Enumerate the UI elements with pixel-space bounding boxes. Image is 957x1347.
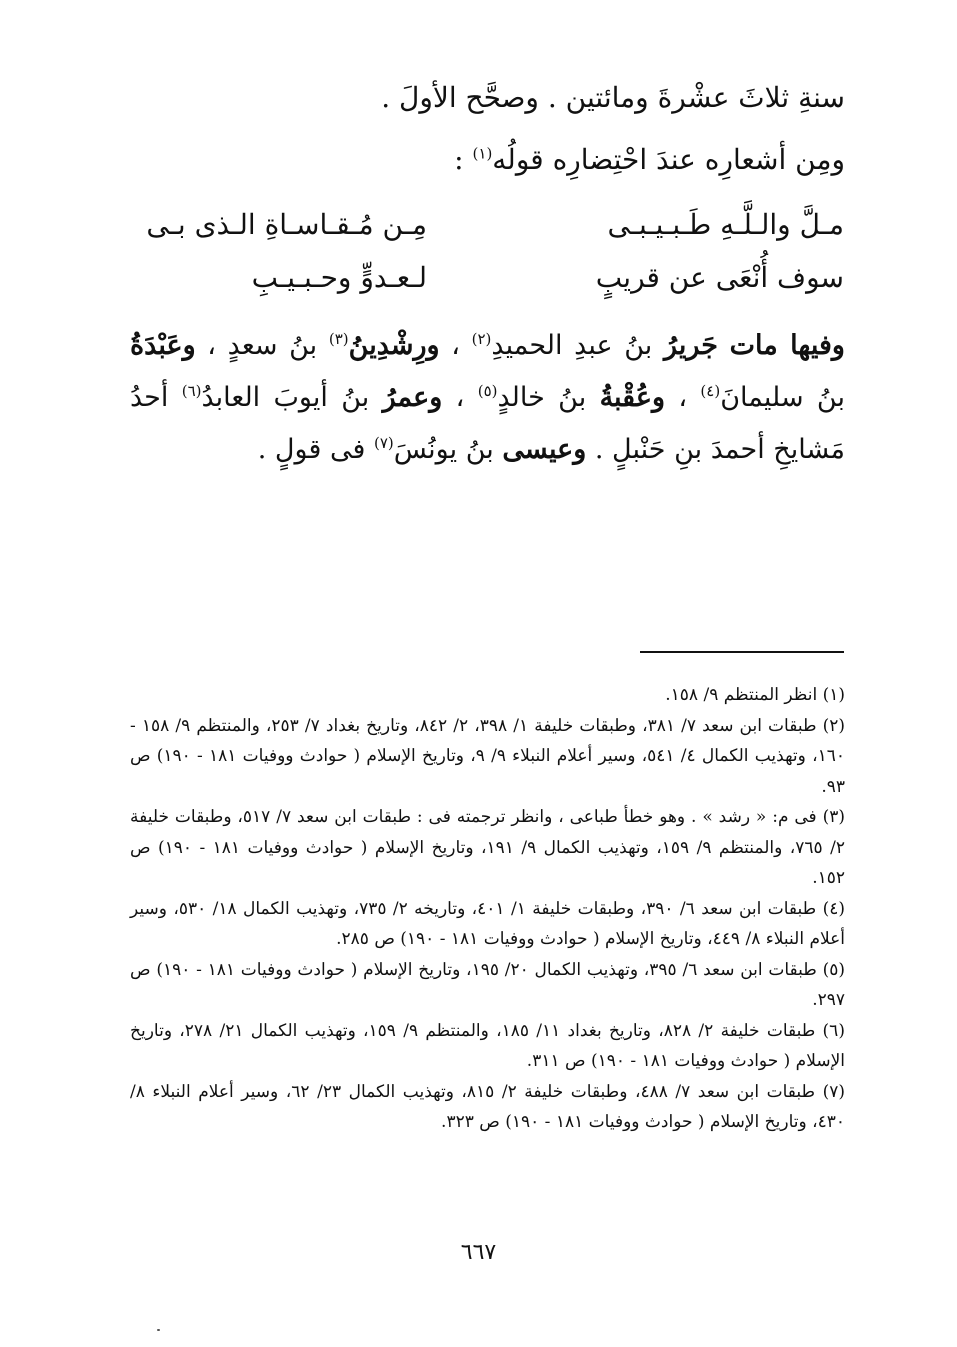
footnote-2: (٢) طبقات ابن سعد ٧/ ٣٨١، وطبقات خليفة ١/ ٣٩٨، ٢/ ٨٤٢، وتاريخ بغداد ٧/ ٢٥٣، والمنتظم ٩/ ١٥٨ - ١٦٠، وتهذيب الكمال ٤/ ٥٤١، وسير أعلام النبلاء ٩/ ٩، وتاريخ الإسلام ( حوادث ووفيات ١٨١ - ١٩٠) ص ٩٣.	[130, 715, 846, 797]
name-abda: وعَبْدَةُ	[130, 330, 196, 361]
paragraph-opening: وفيها مات	[729, 330, 845, 361]
verse-2-second-hemistich: لـعـدوٍّ وحـبـيـبِ	[251, 261, 427, 294]
footnote-ref-4: (٤)	[700, 382, 721, 400]
separator: ،	[451, 330, 460, 361]
text-rishdin: بنُ سعدٍ ،	[207, 330, 318, 361]
continuation-line: سنةِ ثلاثَ عشْرةَ ومائتين . وصحَّح الأولَ .	[381, 81, 845, 114]
text-uqba: بنُ خالدٍ	[497, 382, 587, 413]
footnote-ref-5: (٥)	[477, 382, 498, 400]
footnote-ref-6: (٦)	[181, 382, 202, 400]
deaths-paragraph	[130, 320, 845, 476]
text-umar-desc: أحدُ مَشايخِ أحمدَ بنِ حَنْبلٍ .	[130, 382, 845, 465]
footnote-ref-7: (٧)	[373, 434, 394, 452]
footnotes	[130, 680, 845, 1138]
separator: ،	[455, 382, 465, 413]
name-umar: وعمرُ	[382, 382, 443, 413]
footnote-separator	[640, 651, 844, 653]
footnote-7: (٧) طبقات ابن سعد ٧/ ٤٨٨، وطبقات خليفة ٢/ ٨١٥، وتهذيب الكمال ٢٣/ ٦٢، وسير أعلام النبلاء ٨/ ٤٣٠، وتاريخ الإسلام ( حوادث ووفيات ١٨١ - ١٩٠) ص ٣٢٣.	[130, 1081, 845, 1132]
footnote-ref-2: (٢)	[471, 330, 492, 348]
scan-speck	[157, 1329, 160, 1331]
footnote-ref-1: (١)	[472, 144, 493, 163]
poetry-intro-colon: :	[454, 143, 464, 176]
name-uqba: وعُقْبةُ	[599, 382, 665, 413]
verse-1-first-hemistich: مـلَّ والـلَّـهِ طَـبـيـبـى	[607, 208, 844, 241]
footnote-5: (٥) طبقات ابن سعد ٦/ ٣٩٥، وتهذيب الكمال ٢٠/ ١٩٥، وتاريخ الإسلام ( حوادث ووفيات ١٨١ - ١٩٠) ص ٢٩٧.	[130, 959, 845, 1010]
name-rishdin: ورِشْدِينُ	[348, 330, 440, 361]
separator: ،	[678, 382, 688, 413]
footnote-3: (٣) فى م: « رشد » . وهو خطأ طباعى ، وانظر ترجمته فى : طبقات ابن سعد ٧/ ٥١٧، وطبقات خليفة ٢/ ٧٦٥، والمنتظم ٩/ ١٥٩، وتهذيب الكمال ٩/ ١٩١، وتاريخ الإسلام ( حوادث ووفيات ١٨١ - ١٩٠) ص ١٥٢.	[130, 807, 845, 888]
text-abda: بنُ سليمانَ	[720, 382, 845, 413]
poetry-intro-text: ومِن أشعارِه عندَ احْتِضارِه قولُه	[492, 143, 845, 176]
text-isa: بنُ يونُسَ	[393, 434, 494, 465]
text-jarir: بنُ عبدِ الحميدِ	[491, 330, 653, 361]
footnote-6: (٦) طبقات خليفة ٢/ ٨٢٨، وتاريخ بغداد ١١/ ١٨٥، والمنتظم ٩/ ١٥٩، وتهذيب الكمال ٢١/ ٢٧٨، وتاريخ الإسلام ( حوادث ووفيات ١٨١ - ١٩٠) ص ٣١١.	[130, 1020, 845, 1071]
footnote-ref-3: (٣)	[328, 330, 349, 348]
name-isa: وعيسى	[502, 434, 587, 465]
name-jarir: جَريرُ	[663, 330, 718, 361]
footnote-4: (٤) طبقات ابن سعد ٦/ ٣٩٠، وطبقات خليفة ١/ ٤٠١، وتاريخه ٢/ ٧٣٥، وتهذيب الكمال ١٨/ ٥٣٠، وسير أعلام النبلاء ٨/ ٤٤٩، وتاريخ الإسلام ( حوادث ووفيات ١٨١ - ١٩٠) ص ٢٨٥.	[130, 898, 845, 949]
poetry-intro-line	[454, 140, 845, 180]
verse-1-second-hemistich: مِـن مُـقـاسـاةِ الـذى بـى	[146, 208, 427, 241]
footnote-1: (١) انظر المنتظم ٩/ ١٥٨.	[665, 685, 845, 705]
text-umar: بنُ أيوبَ العابدُ	[201, 382, 370, 413]
verse-2-first-hemistich: سوف أُنْعَى عن قريبٍ	[595, 261, 844, 294]
text-isa-end: فى قولٍ .	[257, 434, 366, 465]
page-number: ٦٦٧	[460, 1240, 497, 1265]
